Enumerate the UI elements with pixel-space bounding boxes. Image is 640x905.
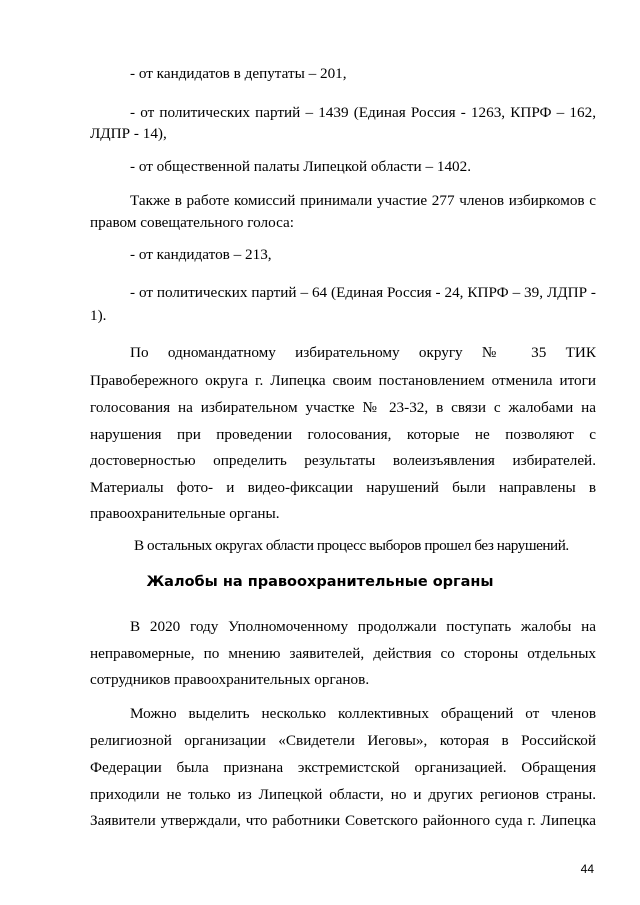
paragraph-line: приходили не только из Липецкой области, но и других регионов страны. <box>90 786 596 803</box>
list-item-public-chamber: - от общественной палаты Липецкой области – 1402. <box>130 158 472 175</box>
list-item-candidates: - от кандидатов – 213, <box>130 246 272 263</box>
paragraph-line: сотрудников правоохранительных органов. <box>90 671 370 688</box>
page-number: 44 <box>580 862 594 876</box>
paragraph-line: неправомерные, по мнению заявителей, действия со стороны отдельных <box>90 645 596 662</box>
paragraph-line: Можно выделить несколько коллективных обращений от членов <box>130 705 596 722</box>
list-item-parties-cont: ЛДПР - 14), <box>90 125 167 142</box>
list-item-parties: - от политических партий – 1439 (Единая Россия - 1263, КПРФ – 162, <box>130 104 596 121</box>
paragraph-line: достоверностью определить результаты волеизъявления избирателей. <box>90 452 596 469</box>
paragraph-line: Заявители утверждали, что работники Советского районного суда г. Липецка <box>90 812 596 829</box>
paragraph-line: голосования на избирательном участке № 23-32, в связи с жалобами на <box>90 399 596 416</box>
list-item-parties-advisory-cont: 1). <box>90 307 107 324</box>
paragraph-line: правоохранительные органы. <box>90 505 280 522</box>
paragraph-line: В 2020 году Уполномоченному продолжали поступать жалобы на <box>130 618 596 635</box>
list-item-parties-advisory: - от политических партий – 64 (Единая Россия - 24, КПРФ – 39, ЛДПР - <box>130 284 596 301</box>
paragraph-line: По одномандатному избирательному округу № 35 ТИК <box>130 344 596 361</box>
paragraph-line: Также в работе комиссий принимали участие 277 членов избиркомов с <box>130 192 596 209</box>
paragraph-line: Правобережного округа г. Липецка своим постановлением отменила итоги <box>90 372 596 389</box>
paragraph-line: В остальных округах области процесс выборов прошел без нарушений. <box>134 537 569 554</box>
paragraph-line: нарушения при проведении голосования, которые не позволяют с <box>90 426 596 443</box>
paragraph-line: правом совещательного голоса: <box>90 214 294 231</box>
paragraph-line: Федерации была признана экстремистской организацией. Обращения <box>90 759 596 776</box>
paragraph-line: религиозной организации «Свидетели Иеговы», которая в Российской <box>90 732 596 749</box>
section-heading: Жалобы на правоохранительные органы <box>146 574 494 590</box>
paragraph-line: Материалы фото- и видео-фиксации нарушений были направлены в <box>90 479 596 496</box>
list-item-candidates-deputies: - от кандидатов в депутаты – 201, <box>130 65 347 82</box>
